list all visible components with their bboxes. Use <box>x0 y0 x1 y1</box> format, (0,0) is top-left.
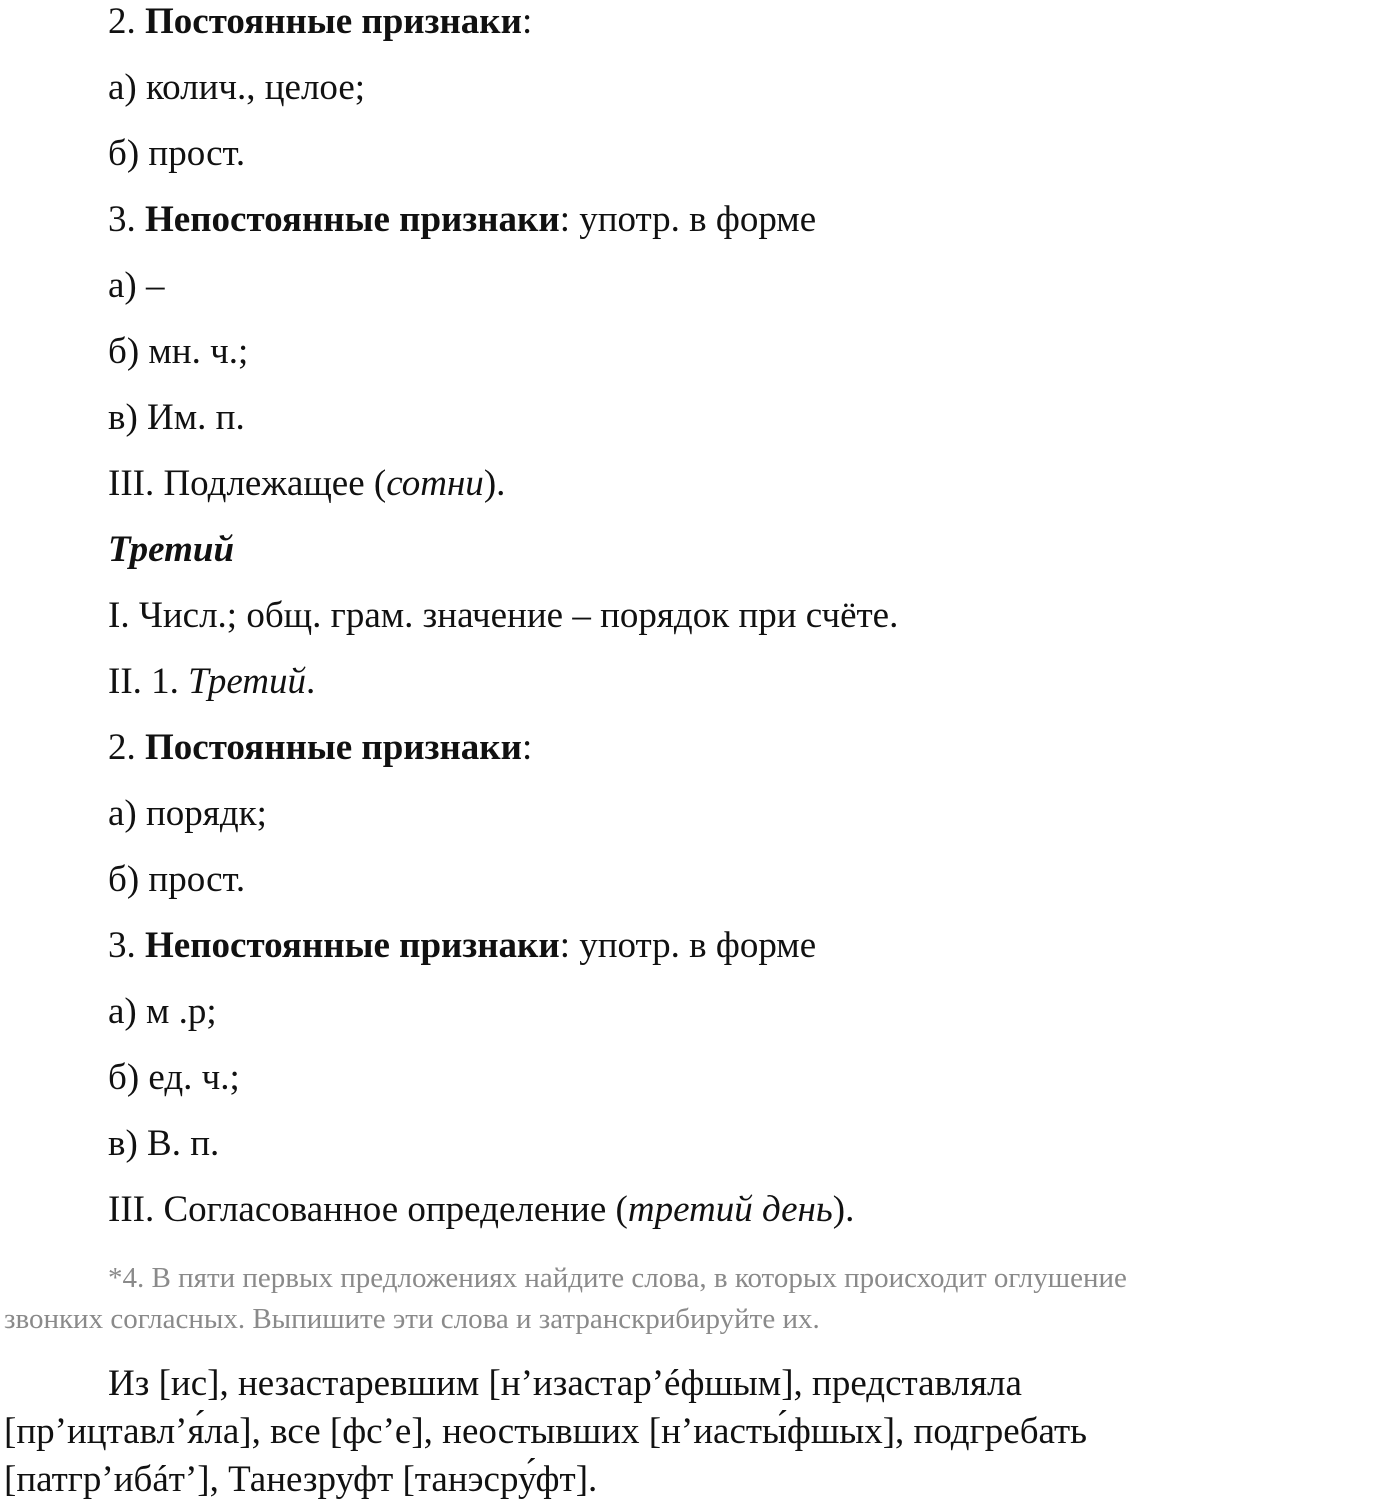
line-12: 2. Постоянные признаки: <box>108 727 533 768</box>
line-15: 3. Непостоянные признаки: употр. в форме <box>108 925 817 966</box>
line-19: III. Согласованное определение (третий день). <box>108 1189 855 1230</box>
line-3: б) прост. <box>108 133 246 174</box>
line-8: III. Подлежащее (сотни). <box>108 463 506 504</box>
bold-term: Непостоянные признаки <box>145 925 560 966</box>
bold-term: Постоянные признаки <box>145 1 522 42</box>
line-16: а) м .р; <box>108 991 217 1032</box>
line-6: б) мн. ч.; <box>108 331 249 372</box>
answer-paragraph: Из [ис], незастаревшим [н’изастар’éфшым], представляла [пр’ицтавл’я́ла], все [фс’е], неостывших [н’иасты́фшых], подгребать [патгр’ибáт’], Танезруфт [танэсру́фт]. <box>4 1363 1088 1500</box>
line-4: 3. Непостоянные признаки: употр. в форме <box>108 199 817 240</box>
bold-term: Постоянные признаки <box>145 727 522 768</box>
bold-term: Непостоянные признаки <box>145 199 560 240</box>
line-10: I. Числ.; общ. грам. значение – порядок при счёте. <box>108 595 899 636</box>
line-7: в) Им. п. <box>108 397 245 438</box>
line-13: а) порядк; <box>108 793 267 834</box>
line-2: а) колич., целое; <box>108 67 366 108</box>
line-17: б) ед. ч.; <box>108 1057 240 1098</box>
line-1: 2. Постоянные признаки: <box>108 1 533 42</box>
line-14: б) прост. <box>108 859 246 900</box>
task-instruction: *4. В пяти первых предложениях найдите слова, в которых происходит оглушение звонких согласных. Выпишите эти слова и затранскрибируйте их. <box>4 1262 1127 1335</box>
line-11: II. 1. Третий. <box>108 661 316 702</box>
line-18: в) В. п. <box>108 1123 220 1164</box>
line-5: а) – <box>108 265 165 306</box>
section-heading: Третий <box>108 529 235 570</box>
